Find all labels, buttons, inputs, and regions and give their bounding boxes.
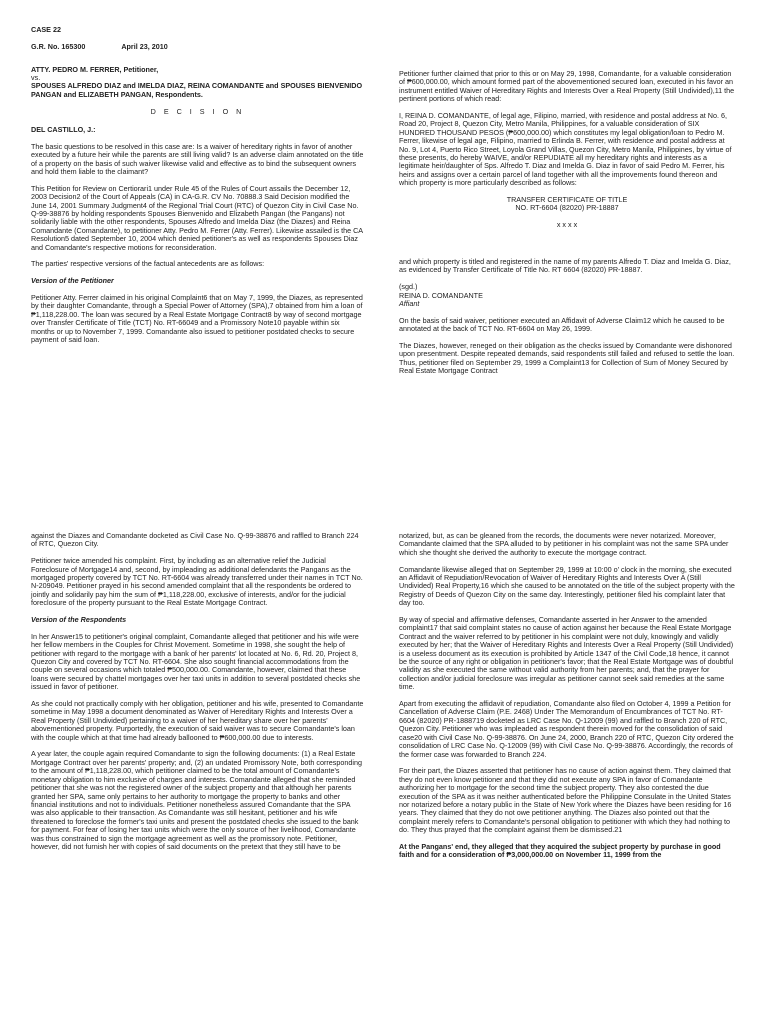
section-heading-respondents: Version of the Respondents — [31, 615, 127, 625]
paragraph: On the basis of said waiver, petitioner executed an Affidavit of Adverse Claim12 which he caused to be annotated at the back of TCT No. RT-6604 on May 26, 1999. — [399, 315, 725, 334]
paragraph: The parties' respective versions of the factual antecedents are as follows: — [31, 259, 265, 269]
paragraph: For their part, the Diazes asserted that petitioner has no cause of action against them. They claimed that they do not even know petitioner and that they did not execute any SPA in favor of Comandante authorizing her to mortgage for the second time the subject property. They also contested the due execution of the SPA as it was neither authenticated before the Philippine Consulate in the United States nor notarized before a notary public in the State of New York where the Diazes have been residing for 16 years. They claimed that they do not owe petitioner anything. The Diazes also pointed out that the complaint merely refers to Comandante's personal obligation to petitioner with which they had nothing to do. They thus prayed that the complaint against them be dismissed.21 — [399, 766, 732, 835]
paragraph: Petitioner further claimed that prior to this or on May 29, 1998, Comandante, for a valuable consideration of ₱600,000.00, which amount formed part of the abovementioned secured loan, executed in his favor an instrument entitled Waiver of Hereditary Rights and Interests Over a Real Property (Still Undivided),11 the pertinent portions of which read: — [399, 69, 735, 104]
paragraph: By way of special and affirmative defenses, Comandante asserted in her Answer to the amended complaint17 that said complaint states no cause of action against her because the Real Estate Mortgage Contract and the waiver referred to by petitioner in his complaint were not duly, knowingly and validly executed by her; that the Waiver of Hereditary Rights and Interests Over a Real Property (Still Undivided) is a useless document as its execution is prohibited by Article 1347 of the Civil Code,18 hence, it cannot be the source of any right or obligation in petitioner's favor; that the Real Estate Mortgage was of doubtful validity as she executed the same without valid authority from her parents; and, that the prayer for collection and/or judicial foreclosure was irregular as petitioner cannot seek said remedies at the same time. — [399, 615, 734, 692]
page2-right-column — [399, 532, 735, 868]
page1-right-column — [399, 70, 735, 384]
paragraph: A year later, the couple again required Comandante to sign the following documents: (1) a Real Estate Mortgage Contract over her parents' property; and, (2) an undated Promissory Note, both corresponding to the amount of ₱1,118,228.00, which petitioner claimed to be the total amount of Comandante's monetary obligation to him exclusive of charges and interests. Comandante alleged that she reminded petitioner that she was not the registered owner of the subject property and that although her parents granted her SPA, same only pertains to her authority to mortgage the property to banks and other financial institutions and not to individuals. Petitioner nonetheless assured Comandante that the SPA was also applicable to their transaction. As Comandante was still hesitant, petitioner and his wife threatened to foreclose the former's taxi units and present the postdated checks she issued to the bank for payment. For fear of losing her taxi units which were the only source of her livelihood, Comandante was thus constrained to sign the mortgage agreement as well as the promissory note. Petitioner, however, did not furnish her with copies of said documents on the pretext that they still have to be — [31, 749, 362, 851]
paragraph: Petitioner twice amended his complaint. First, by including as an alternative relief the Judicial Foreclosure of Mortgage14 and, second, by impleading as additional defendants the Pangans as the mortgaged property covered by TCT No. RT-6604 was already transferred under their names in TCT No. N-209049. Petitioner prayed in his second amended complaint that all the respondents be ordered to jointly and solidarily pay him the sum of ₱1,118,228.00, exclusive of interests, and/or for the judicial foreclosure of the property pursuant to the Real Estate Mortgage Contract. — [31, 556, 363, 608]
paragraph: This Petition for Review on Certiorari1 under Rule 45 of the Rules of Court assails the December 12, 2003 Decision2 of the Court of Appeals (CA) in CA-G.R. CV No. 70888.3 Said Decision modified the June 14, 2001 Summary Judgment4 of the Regional Trial Court (RTC) of Quezon City in Civil Case No. Q-99-38876 by holding respondents Spouses Bienvenido and Elizabeth Pangan (the Pangans) not solidarily liable with the other respondents, Spouses Alfredo and Imelda Diaz (the Diazes) and Reina Comandante (Comandante), to petitioner Atty. Pedro M. Ferrer (Atty. Ferrer). Likewise assailed is the CA Resolution5 dated September 10, 2004 which denied petitioner's as well as respondents Spouses Diaz and Comandante's respective motions for reconsideration. — [31, 183, 363, 252]
paragraph: At the Pangans' end, they alleged that they acquired the subject property by purchase in good faith and for a consideration of ₱3,000,000.00 on November 11, 1999 from the — [399, 841, 721, 860]
paragraph: and which property is titled and registered in the name of my parents Alfredo T. Diaz and Imelda G. Diaz, as evidenced by Transfer Certificate of Title No. RT 6604 (82020) PR-18887. — [399, 257, 731, 275]
signatory-title: Affiant — [399, 299, 420, 309]
paragraph: The basic questions to be resolved in this case are: Is a waiver of hereditary rights in favor of another executed by a future heir while the parents are still living valid? Is an adverse claim annotated on the title of a property on the basis of such waiver likewise valid and effective as to bind the subsequent owners and hold them liable to the claimant? — [31, 141, 364, 177]
decision-heading: D E C I S I O N — [150, 106, 245, 116]
versus-line: vs. — [31, 73, 41, 82]
respondents-line: SPOUSES ALFREDO DIAZ and IMELDA DIAZ, REINA COMANDANTE and SPOUSES BIENVENIDO PANGAN and ELIZABETH PANGAN, Respondents. — [31, 81, 363, 99]
page-gap — [0, 515, 768, 528]
signature-sgd: (sgd.) — [399, 282, 418, 292]
paragraph: Apart from executing the affidavit of repudiation, Comandante also filed on October 4, 1999 a Petition for Cancellation of Adverse Claim (P.E. 2468) Under The Memorandum of Encumbrances of TCT No. RT-6604 (82020) PR-1888719 docketed as LRC Case No. Q-12009 (99) and raffled to Branch 220 of RTC, Quezon City. Petitioner who was impleaded as respondent therein moved for the consolidation of said case20 with Civil Case No. Q-99-38876. On June 24, 2000, Branch 220 of RTC, Quezon City ordered the consolidation of LRC Case No. Q-12009 (99) with Civil Case No. Q-99-38876. Accordingly, the records of the former case was forwarded to Branch 224. — [399, 699, 734, 759]
document-page-2 — [0, 528, 768, 1024]
paragraph: Petitioner Atty. Ferrer claimed in his original Complaint6 that on May 7, 1999, the Diazes, as represented by their daughter Comandante, through a Special Power of Attorney (SPA),7 obtained from him a loan of ₱1,118,228.00. The loan was secured by a Real Estate Mortgage Contract8 by way of second mortgage over Transfer Certificate of Title (TCT) No. RT-66049 and a Promissory Note10 payable within six months or up to November 7, 1999. Comandante also issued to petitioner postdated checks to secure payment of said loan. — [31, 293, 363, 345]
parties-block — [31, 66, 364, 100]
quoted-waiver: I, REINA D. COMANDANTE, of legal age, Filipino, married, with residence and postal address at No. 6, Road 20, Project 8, Quezon City, Metro Manila, Philippines, for a valuable consideration of SIX HUNDRED THOUSAND PESOS (₱600,000.00) which constitutes my legal obligation/loan to Pedro M. Ferrer, likewise of legal age, Filipino, married to Erlinda B. Ferrer, with residence and postal address at No. 9, Lot 4, Puerto Rico Street, Loyola Grand Villas, Quezon City, Metro Manila, Philippines, by virtue of these presents, do hereby WAIVE, and/or REPUDIATE all my hereditary rights and interests as a legitimate heir/daughter of Sps. Alfredo T. Diaz and Imelda G. Diaz in favor of said Pedro M. Ferrer, his heirs and assigns over a certain parcel of land together with all the improvements found thereon and which property is more particularly described as follows: — [399, 111, 732, 188]
decision-date: April 23, 2010 — [121, 41, 168, 51]
gr-line — [31, 43, 364, 51]
tct-heading: TRANSFER CERTIFICATE OF TITLE — [506, 195, 628, 205]
paragraph: against the Diazes and Comandante docketed as Civil Case No. Q-99-38876 and raffled to Branch 224 of RTC, Quezon City. — [31, 531, 359, 549]
signatory-name: REINA D. COMANDANTE — [399, 290, 483, 300]
page1-left-column — [31, 26, 364, 353]
page2-left-column — [31, 532, 364, 860]
ellipsis-marker: x x x x — [556, 220, 578, 230]
paragraph: As she could not practically comply with her obligation, petitioner and his wife, presented to Comandante sometime in May 1998 a document denominated as Waiver of Hereditary Rights and Interests Over a Real Property (Still Undivided) pertaining to a waiver of her hereditary share over her parents' abovementioned property. Purportedly, the execution of said waiver was to secure Comandante's loan with the couple which at that time had already ballooned to ₱600,000.00 due to interests. — [31, 699, 364, 742]
section-heading-petitioner: Version of the Petitioner — [31, 276, 114, 286]
paragraph: The Diazes, however, reneged on their obligation as the checks issued by Comandante were dishonored upon presentment. Despite repeated demands, said respondents still failed and refused to settle the loan. Thus, petitioner filed on September 29, 1999 a Complaint13 for Collection of Sum of Money Secured by Real Estate Mortgage Contract — [399, 341, 735, 376]
tct-number: NO. RT-6604 (82020) PR-18887 — [515, 203, 619, 213]
paragraph: notarized, but, as can be gleaned from the records, the documents were never notarized. Moreover, Comandante claimed that the SPA alluded to by petitioner in his complaint was not the same SPA under which she thought she derived the authority to execute the mortgage contract. — [399, 531, 729, 557]
case-number: CASE 22 — [31, 25, 61, 34]
ponente: DEL CASTILLO, J.: — [31, 125, 96, 135]
gr-number: G.R. No. 165300 — [31, 41, 86, 51]
petitioner-line: ATTY. PEDRO M. FERRER, Petitioner, — [31, 64, 159, 74]
paragraph: In her Answer15 to petitioner's original complaint, Comandante alleged that petitioner and his wife were her fellow members in the Couples for Christ Movement. Sometime in 1998, she sought the help of petitioner with regard to the mortgage with a bank of her parents' lot located at No. 6, Rd. 20, Project 8, Quezon City and covered by TCT No. RT-6604. She also sought financial accommodations from the couple on several occasions which totaled ₱500,000.00. Comandante, however, claimed that these loans were secured by chattel mortgages over her taxi units in addition to several postdated checks she issued in favor of petitioner. — [31, 631, 361, 692]
paragraph: Comandante likewise alleged that on September 29, 1999 at 10:00 o' clock in the morning, she executed an Affidavit of Repudiation/Revocation of Waiver of Hereditary Rights and Interests Over A (Still Undivided) Real Property,16 which she caused to be annotated on the title of the subject property with the Registry of Deeds of Quezon City on the same day. Interestingly, petitioner filed his complaint later that day too. — [399, 564, 735, 608]
